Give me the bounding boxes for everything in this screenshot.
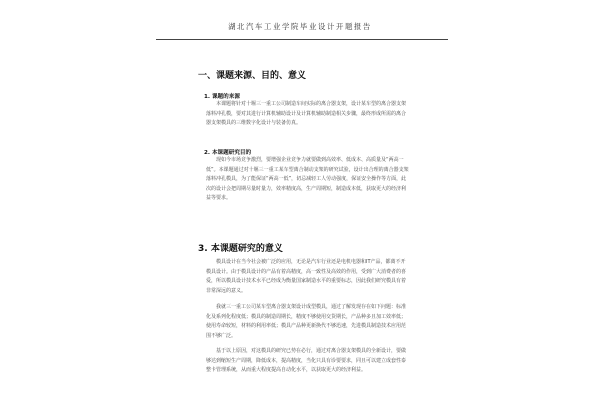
report-header-title: 湖北汽车工业学院毕业设计开题报告 — [228, 22, 372, 31]
significance-paragraph-2: 我就三一重工公司某车型离合器支架设计成型模具，通过了解发现存在如下问题：标准化及系列化程度低；模具的制造周期长，精度不够使用交货期长，产品种多且加工效率低；使用寿命较短，材料的利用率低；模具产品种更新换代不够迅速，先进模具制造技术应用范围不够广泛。 — [206, 304, 407, 339]
header-divider — [156, 39, 448, 40]
section-3-heading: 3. 本课题研究的意义 — [198, 244, 283, 254]
subsection-purpose-text: 现如今市场竞争激烈，要增强企业竞争力就要做到高效率、低成本、高质量及“两高一低”。本课题通过对十堰三一重工某车型离合制动支架的研究试验，设计出合理的离合器支架落料冲孔模具，为了能保证“两高一低”，切忌减轻工人劳动强度，保证安全操作等方面，此次的设计会把周期尽量时量力，效率精度高，生产周期短，制造成本低，获取更大的经济利益等要求。 — [206, 157, 409, 202]
subsection-source-text: 本课题将针对十堰三一重工公司制造车间实际的离合器支架，设计某车型的离合器支架落料冲孔模，要对其进行计算机辅助设计及计算机辅助制造相关步骤，最终形成所需的离合器支架模具的三维数字化设计与装备仿真。 — [206, 101, 407, 127]
subsection-source-heading: 1. 课题的来源 — [204, 94, 240, 100]
significance-paragraph-1: 模具设计在当今社会被广泛的应用，无论是汽车行业还是电机电器和IT产品，都离不开模具设计。由于模具设计的产品有着高精度，高一致性及高效的作用，受到广大消费者的喜爱，所以模具设计技术水平已经成为衡量国家制造水平的重要标志，因此我们研究模具有着非常深远的意义。 — [206, 259, 407, 294]
significance-paragraph-3: 基于以上原因，对这模具的研究已势在必行，通过对离合器支架模具的全新设计，要做够达到缩短生产周期，降低成本，提高精度，当化只具有诊要要求，同且可以建立成套性泰整卡管理系统，从而重大程度提高自动化水平，以获取更大的经济利益。 — [206, 348, 407, 374]
subsection-purpose-heading: 2. 本课题研究目的 — [204, 150, 252, 156]
section-1-heading: 一、课题来源、目的、意义 — [198, 71, 307, 81]
